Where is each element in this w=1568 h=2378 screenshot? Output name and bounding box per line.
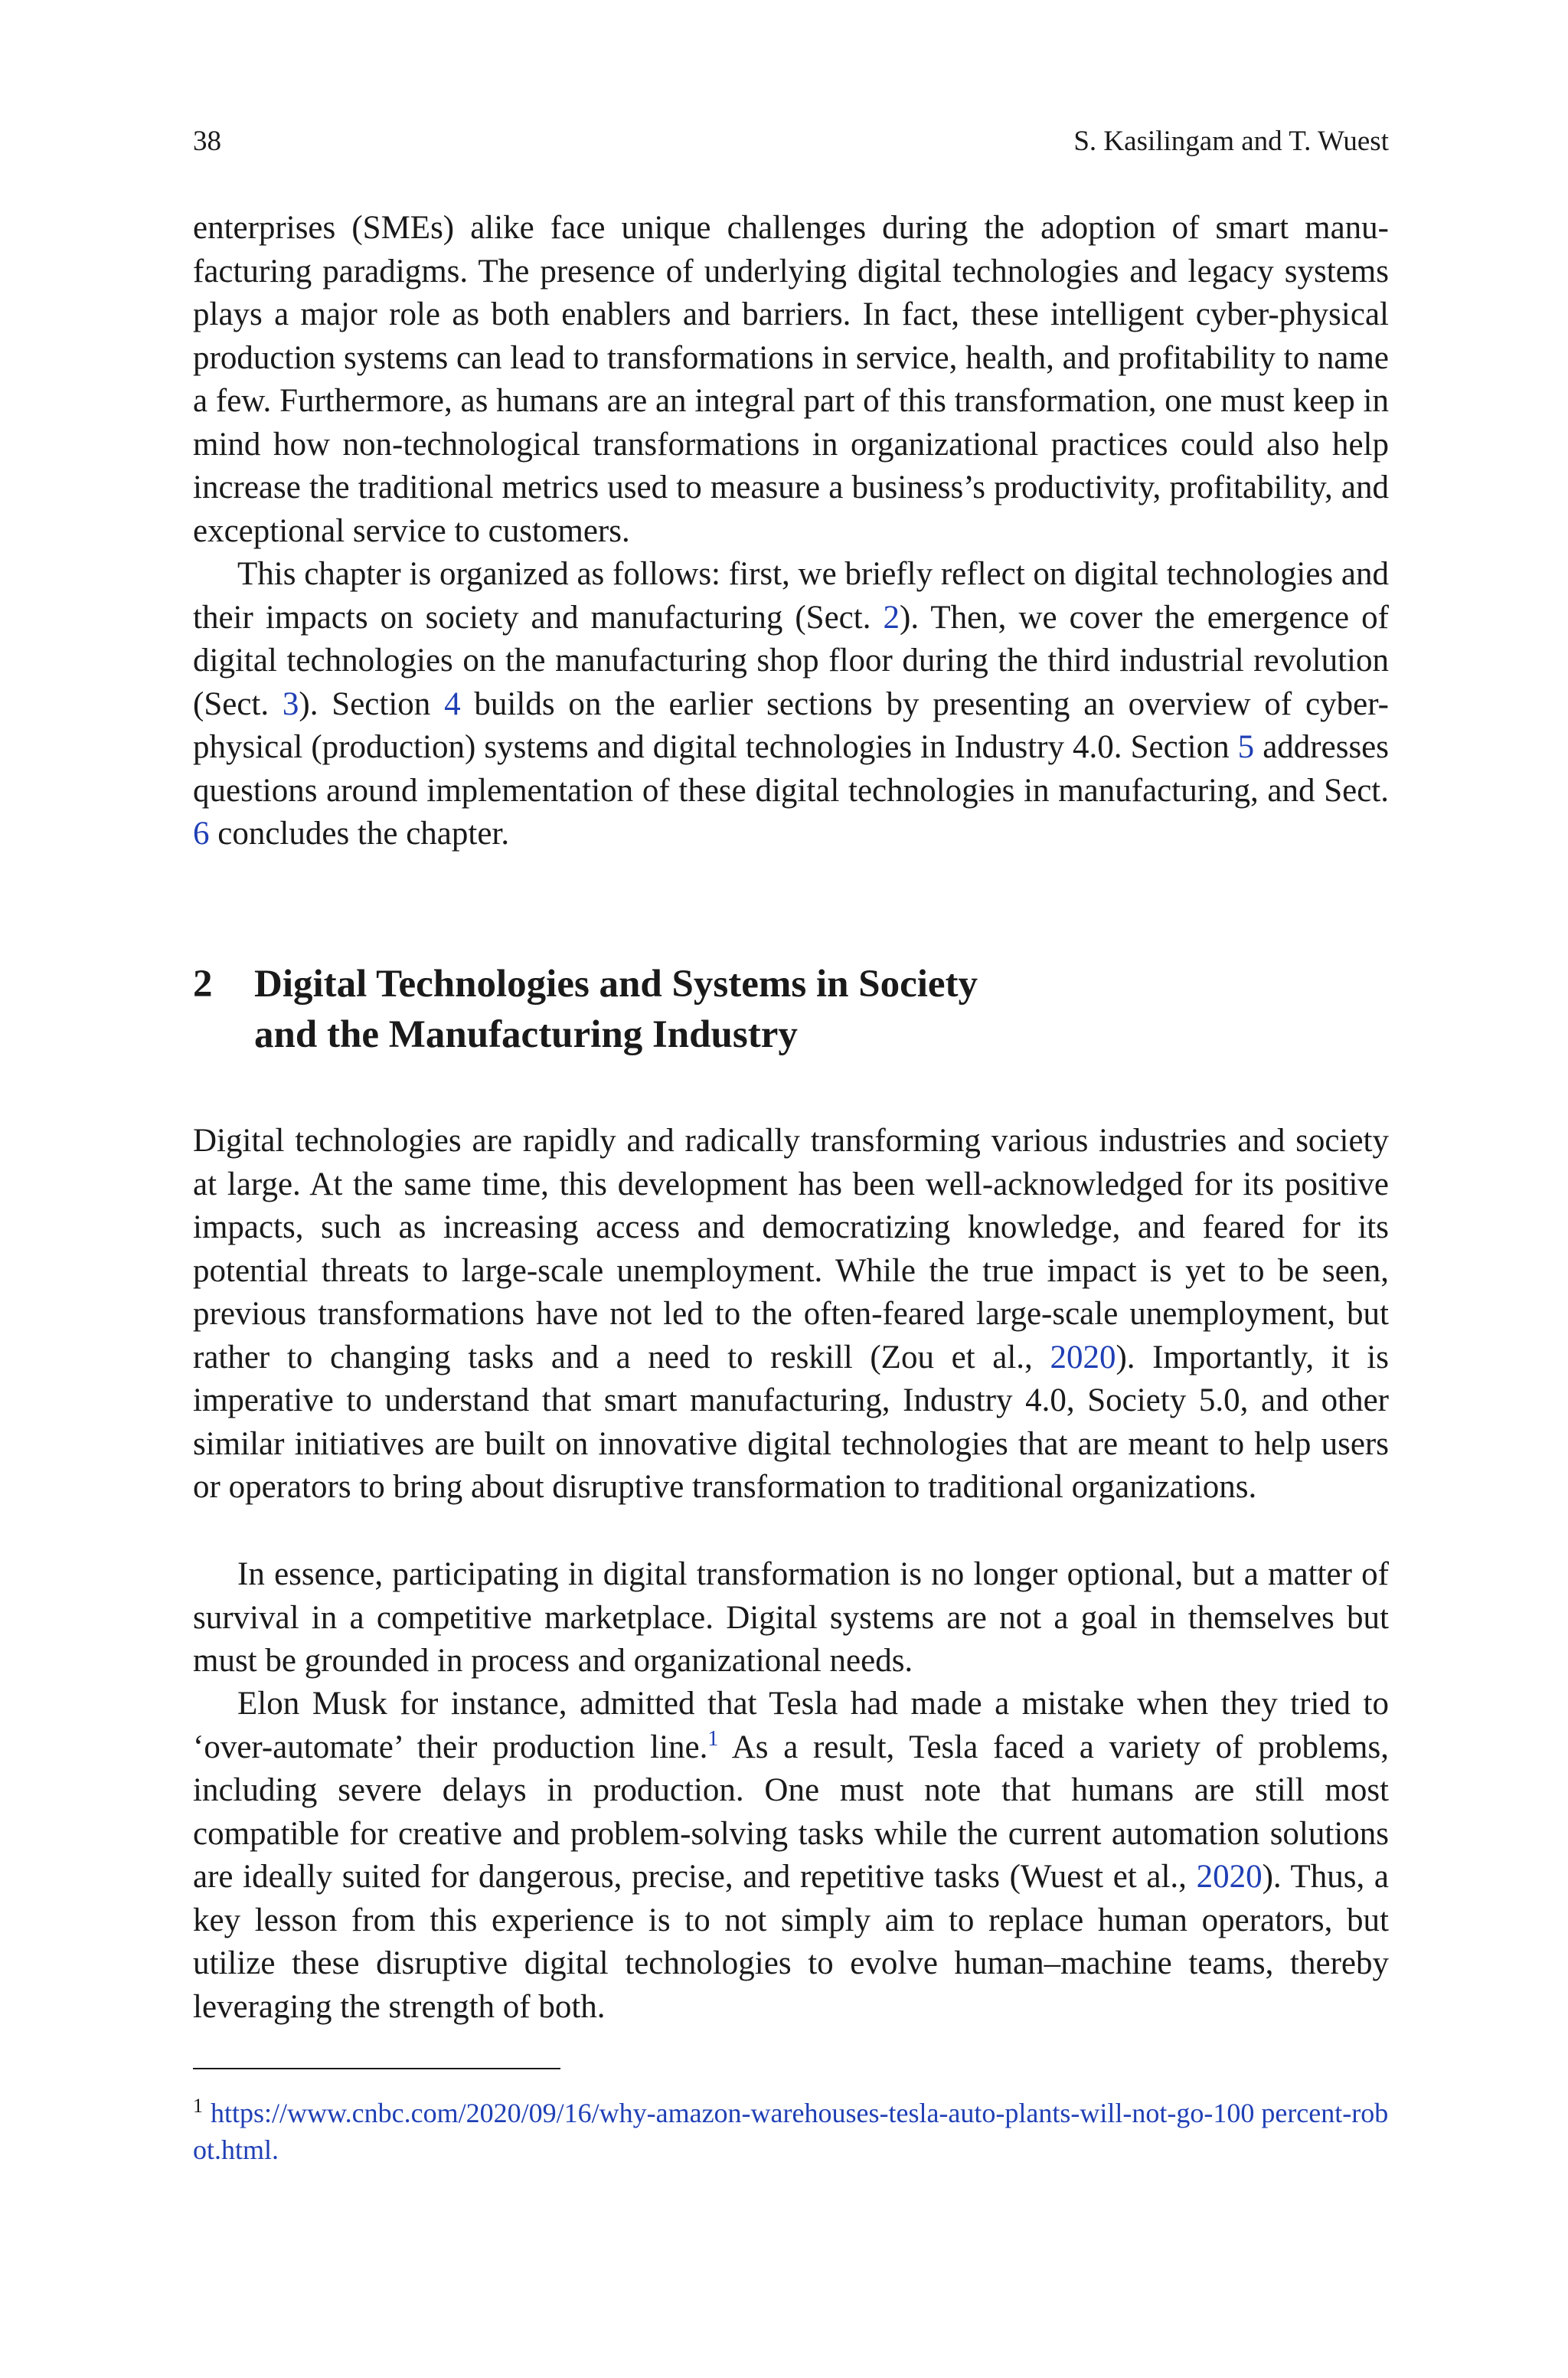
running-head — [193, 123, 1389, 161]
paragraph-text: addresses questions around implementation of these digital technologies in manufacturing, and Sect. — [193, 729, 1390, 809]
paragraph-digital-technologies — [193, 1120, 1389, 1510]
paragraph-text: Digital technologies are rapidly and radically transforming various industries and society at large. At the same time, this development has been well-acknowledged for its positive impacts, such as increasing access and democratizing knowledge, and feared for its potential threats to large-scale unemployment. While the true impact is yet to be seen, previous transformations have not led to the often-feared large-scale unemployment, but rather to changing tasks and a need to reskill (Zou et al., — [193, 1123, 1389, 1375]
footnote-1-ref-link[interactable]: 1 — [707, 1726, 719, 1751]
section-title-line-2: and the Manufacturing Industry — [254, 1013, 798, 1056]
footnote-rule — [193, 2068, 560, 2069]
paragraph-text: ). Thus, a key lesson from this experience is to not simply aim to replace human operators, but utilize these disruptive digital technologies to evolve human–machine teams, thereby leveraging the strength of both. — [193, 1859, 1390, 2025]
section-4-link[interactable]: 4 — [444, 685, 461, 722]
section-2-link[interactable]: 2 — [883, 599, 900, 636]
section-5-link[interactable]: 5 — [1237, 729, 1255, 765]
paragraph-elon-musk — [193, 1683, 1389, 2029]
footnote-url-link[interactable]: https://www.cnbc.com/2020/09/16/why-amazon-warehouses-tesla-auto-plants-will-not-go-100 percent-robot.html — [193, 2098, 1389, 2165]
section-3-link[interactable]: 3 — [282, 685, 299, 722]
paragraph-intro-continued: enterprises (SMEs) alike face unique challenges during the adoption of smart manufacturing paradigms. The presence of underlying digital technologies and legacy systems plays a major role as both enablers and barriers. In fact, these intelligent cyber-physical production systems can lead to transformations in service, health, and profitability to name a few. Furthermore, as humans are an integral part of this transformation, one must keep in mind how non-technological transformations in organizational practices could also help increase the traditional metrics used to measure a business’s productivity, profitability, and exceptional service to customers. — [193, 210, 1389, 549]
paragraph-text: concludes the chapter. — [209, 816, 510, 852]
footnote-number: 1 — [193, 2095, 203, 2117]
paragraph-text: Elon Musk for instance, admitted that Tesla had made a mistake when they tried to ‘over-automate’ their production line. — [193, 1686, 1389, 1765]
section-number: 2 — [193, 963, 213, 1006]
section-title — [254, 959, 1326, 1060]
section-6-link[interactable]: 6 — [193, 816, 210, 852]
paragraph-essence: In essence, participating in digital transformation is no longer optional, but a matter of survival in a competitive marketplace. Digital systems are not a goal in themselves but must be grounded in process and organizational needs. — [193, 1556, 1389, 1679]
running-head-authors: S. Kasilingam and T. Wuest — [1073, 126, 1389, 157]
paragraph-text: builds on the earlier sections by presenting an overview of cyber-physical (production) systems and digital technologies in Industry 4.0. Section — [193, 685, 1389, 765]
citation-wuest-2020-link[interactable]: 2020 — [1196, 1859, 1263, 1895]
footnote-1 — [193, 2088, 1389, 2168]
citation-zou-2020-link[interactable]: 2020 — [1050, 1339, 1116, 1375]
section-title-line-1: Digital Technologies and Systems in Society — [254, 963, 978, 1006]
paragraph-text: ). Section — [299, 685, 445, 722]
paragraph-text: As a result, Tesla faced a variety of problems, including severe delays in production. One must note that humans are still most compatible for creative and problem-solving tasks while the current automation solutions are ideally suited for dangerous, precise, and repetitive tasks (Wuest et al., — [193, 1729, 1389, 1895]
footnote-end: . — [272, 2134, 279, 2165]
paragraph-text: ). Then, we cover the emergence of digital technologies on the manufacturing shop floor during the third industrial revolution (Sect. — [193, 599, 1389, 722]
paragraph-text: ). Importantly, it is imperative to understand that smart manufacturing, Industry 4.0, Society 5.0, and other similar initiatives are built on innovative digital technologies that are meant to help users or operators to bring about disruptive transformation to traditional organizations. — [193, 1339, 1389, 1505]
paragraph-text: This chapter is organized as follows: first, we briefly reflect on digital technologies and their impacts on society and manufacturing (Sect. — [193, 556, 1389, 636]
page-number: 38 — [193, 126, 221, 157]
paragraph-chapter-organization — [193, 553, 1389, 856]
